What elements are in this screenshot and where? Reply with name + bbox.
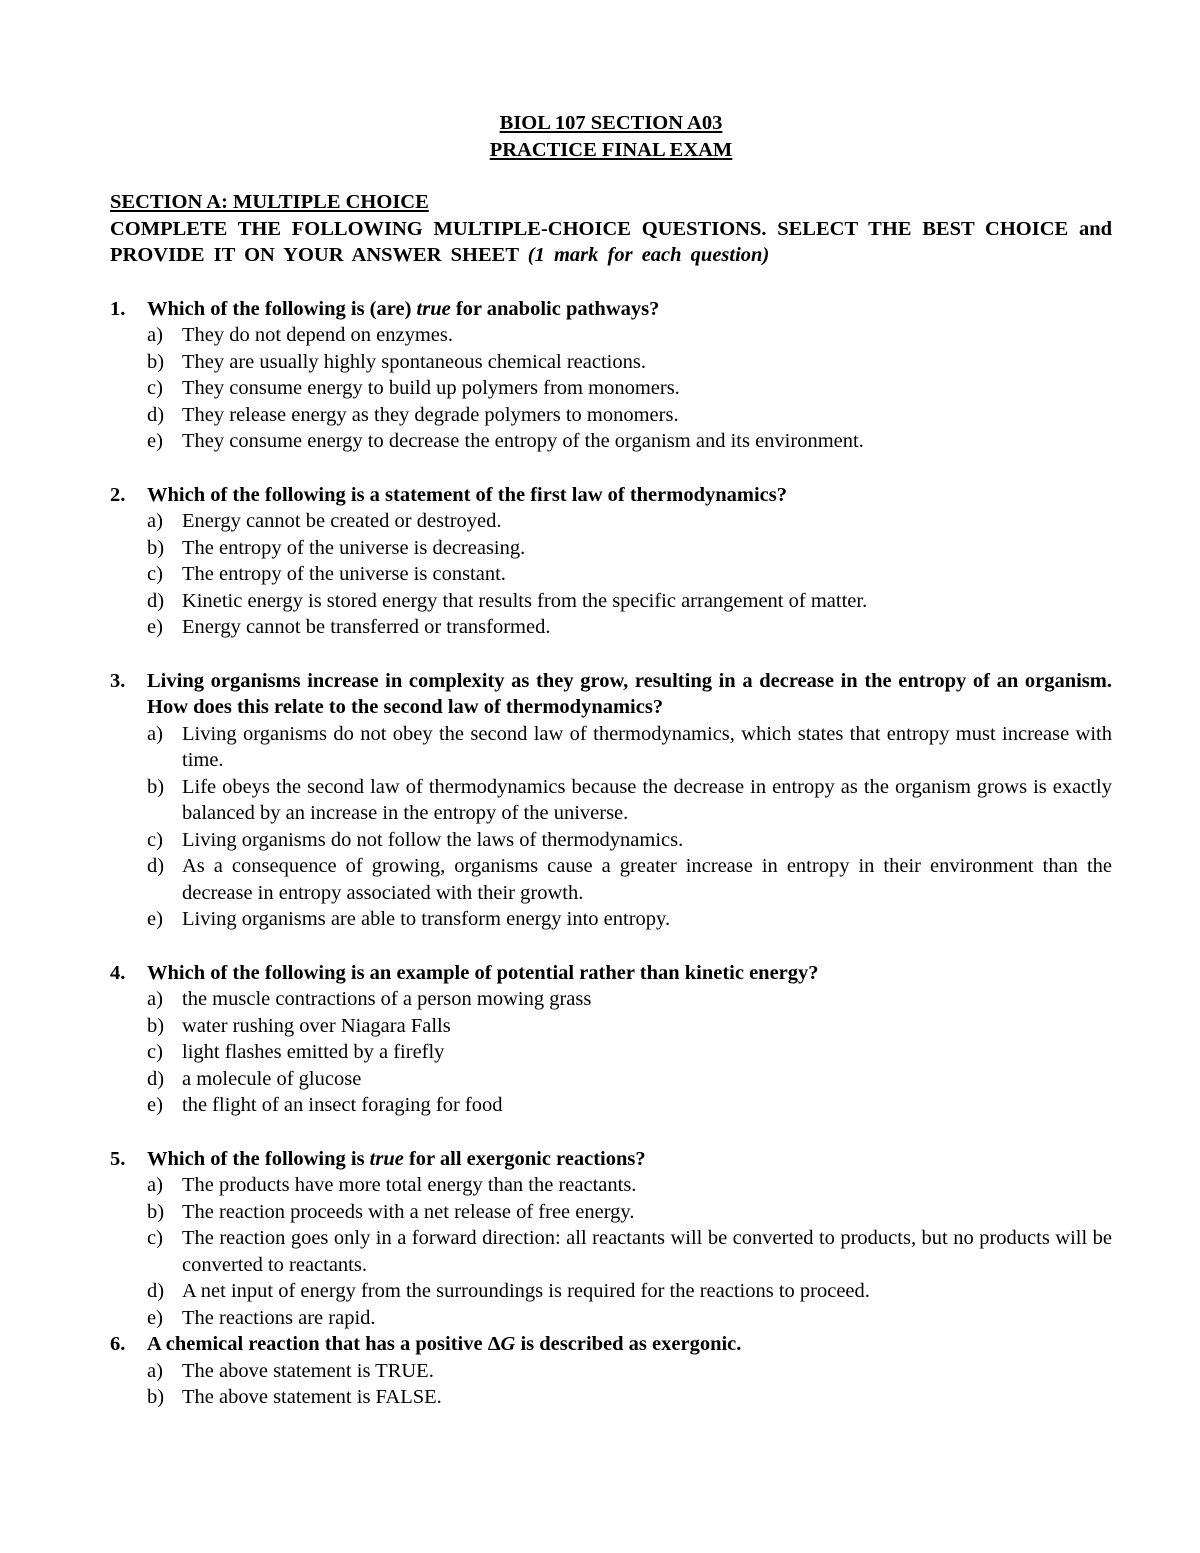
option-text: The reactions are rapid.: [182, 1306, 376, 1329]
option: [147, 561, 1112, 588]
question-text: Which of the following is a statement of the first law of thermodynamics?: [147, 483, 787, 506]
option-text: They do not depend on enzymes.: [182, 324, 453, 346]
option-letter: c): [147, 377, 163, 399]
option-letter: a): [147, 988, 163, 1010]
exam-title: PRACTICE FINAL EXAM: [489, 138, 733, 161]
option-text: a molecule of glucose: [182, 1067, 362, 1090]
question-1: [110, 296, 1112, 455]
option-text: The reaction goes only in a forward direction: all reactants will be converted to products, but no products will be converted to reactants.: [182, 1227, 1112, 1276]
option-letter: d): [147, 589, 165, 612]
option-letter: a): [147, 510, 163, 532]
option-text: As a consequence of growing, organisms cause a greater increase in entropy in their environment than the decrease in entropy associated with their growth.: [182, 855, 1112, 904]
question-stem: [110, 1331, 1112, 1358]
option-text: They release energy as they degrade polymers to monomers.: [182, 403, 679, 426]
option-text: They are usually highly spontaneous chemical reactions.: [182, 350, 646, 373]
option-letter: b): [147, 775, 165, 798]
question-stem: [110, 960, 1112, 987]
question-text: Living organisms increase in complexity as they grow, resulting in a decrease in the entropy of an organism. How does this relate to the second law of thermodynamics?: [147, 669, 1112, 718]
exam-page: [110, 110, 1112, 1411]
option: [147, 774, 1112, 827]
option-text: Life obeys the second law of thermodynamics because the decrease in entropy as the organism grows is exactly balanced by an increase in the entropy of the universe.: [182, 775, 1112, 824]
option-letter: d): [147, 1067, 165, 1090]
question-5: [110, 1146, 1112, 1332]
option: [147, 827, 1112, 854]
option: [147, 1305, 1112, 1332]
option-text: Kinetic energy is stored energy that results from the specific arrangement of matter.: [182, 589, 868, 612]
option: [147, 1172, 1112, 1199]
option: [147, 1225, 1112, 1278]
option: [147, 588, 1112, 615]
option-letter: c): [147, 563, 163, 585]
option: [147, 1013, 1112, 1040]
option: [147, 375, 1112, 402]
option: [147, 1358, 1112, 1385]
section-instructions: [110, 216, 1112, 269]
option-letter: e): [147, 1306, 163, 1329]
option: [147, 1278, 1112, 1305]
option: [147, 1066, 1112, 1093]
option-letter: d): [147, 1280, 165, 1302]
option-letter: b): [147, 536, 165, 559]
option-letter: d): [147, 855, 165, 877]
option-letter: e): [147, 908, 163, 930]
question-text: Which of the following is (are) true for anabolic pathways?: [147, 297, 660, 320]
option-letter: b): [147, 1200, 165, 1223]
option: [147, 853, 1112, 906]
question-stem: [110, 1146, 1112, 1173]
option: [147, 1092, 1112, 1119]
option-text: The products have more total energy than the reactants.: [182, 1174, 637, 1196]
option-letter: a): [147, 1359, 163, 1382]
option-letter: b): [147, 1014, 165, 1037]
option-letter: a): [147, 1174, 163, 1196]
question-number: 1.: [110, 297, 126, 320]
option-letter: e): [147, 616, 163, 638]
option-text: Living organisms do not follow the laws of thermodynamics.: [182, 828, 684, 851]
question-4: [110, 960, 1112, 1119]
option-letter: c): [147, 828, 163, 851]
question-number: 2.: [110, 483, 126, 506]
option-letter: b): [147, 350, 165, 373]
option-letter: c): [147, 1227, 163, 1249]
option-text: The entropy of the universe is constant.: [182, 563, 506, 585]
option-text: the muscle contractions of a person mowing grass: [182, 988, 592, 1010]
question-text: A chemical reaction that has a positive ΔG is described as exergonic.: [147, 1333, 742, 1355]
question-6: [110, 1331, 1112, 1411]
option: [147, 1384, 1112, 1411]
option-text: They consume energy to decrease the entropy of the organism and its environment.: [182, 430, 864, 452]
question-text: Which of the following is an example of potential rather than kinetic energy?: [147, 961, 819, 984]
option-text: The reaction proceeds with a net release of free energy.: [182, 1200, 635, 1223]
option: [147, 1039, 1112, 1066]
question-number: 3.: [110, 669, 126, 692]
instructions-mark-note: (1 mark for each question): [527, 244, 770, 266]
option-letter: a): [147, 324, 163, 346]
question-3: [110, 668, 1112, 933]
question-stem: [110, 482, 1112, 509]
question-2: [110, 482, 1112, 641]
option: [147, 508, 1112, 535]
option-text: water rushing over Niagara Falls: [182, 1014, 451, 1037]
question-stem: [110, 668, 1112, 721]
option-text: They consume energy to build up polymers from monomers.: [182, 377, 680, 399]
option: [147, 428, 1112, 455]
question-number: 5.: [110, 1147, 126, 1170]
course-title: BIOL 107 SECTION A03: [499, 112, 723, 134]
option-letter: a): [147, 722, 163, 745]
question-text: Which of the following is true for all exergonic reactions?: [147, 1147, 646, 1170]
option-letter: e): [147, 1094, 163, 1116]
option: [147, 906, 1112, 933]
option: [147, 349, 1112, 376]
option-text: A net input of energy from the surroundings is required for the reactions to proceed.: [182, 1280, 870, 1302]
option-text: the flight of an insect foraging for food: [182, 1094, 503, 1116]
option-text: Energy cannot be created or destroyed.: [182, 510, 502, 532]
instructions-text: COMPLETE THE FOLLOWING MULTIPLE-CHOICE QUESTIONS. SELECT THE BEST CHOICE and PROVIDE IT ON YOUR ANSWER SHEET: [110, 217, 1112, 266]
section-title: SECTION A: MULTIPLE CHOICE: [110, 191, 429, 213]
option-letter: b): [147, 1386, 165, 1408]
option-text: light flashes emitted by a firefly: [182, 1041, 445, 1063]
option-letter: e): [147, 430, 163, 452]
option: [147, 1199, 1112, 1226]
option-text: Energy cannot be transferred or transformed.: [182, 616, 551, 638]
option-text: Living organisms do not obey the second law of thermodynamics, which states that entropy must increase with time.: [182, 722, 1112, 771]
question-number: 4.: [110, 961, 126, 984]
option-letter: d): [147, 403, 165, 426]
option: [147, 614, 1112, 641]
option: [147, 535, 1112, 562]
question-number: 6.: [110, 1333, 126, 1355]
option: [147, 322, 1112, 349]
option-text: The above statement is FALSE.: [182, 1386, 442, 1408]
option-text: Living organisms are able to transform energy into entropy.: [182, 908, 671, 930]
option: [147, 721, 1112, 774]
option: [147, 402, 1112, 429]
option-text: The above statement is TRUE.: [182, 1359, 434, 1382]
option-text: The entropy of the universe is decreasing.: [182, 536, 526, 559]
option-letter: c): [147, 1041, 163, 1063]
option: [147, 986, 1112, 1013]
question-stem: [110, 296, 1112, 323]
